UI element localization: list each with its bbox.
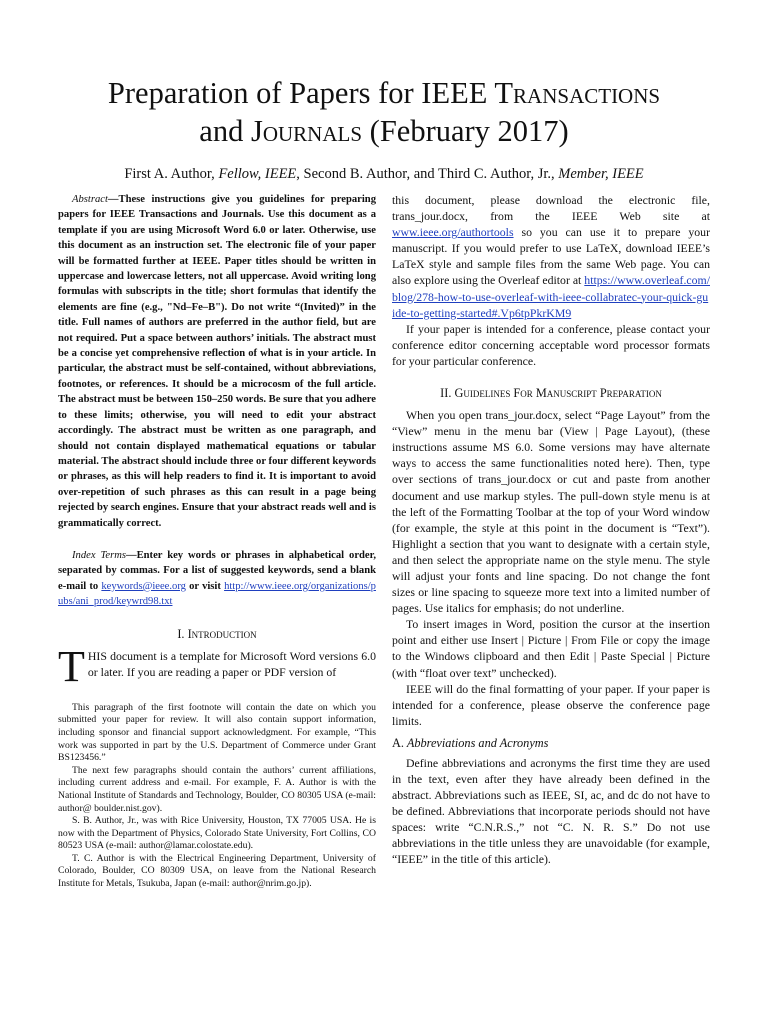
subsection-letter: A. [392, 735, 404, 750]
paragraph-page-layout: When you open trans_jour.docx, select “Page Layout” from the “View” menu in the menu bar (View | Page Layout), (these instructions assume MS 6.0. Some versions may have alternate ways to access the same functionalities noted here). Then, type over sections of trans_jour.docx or cut and paste from another document and use markup styles. The pull-down style menu is at the left of the Formatting Toolbar at the top of your Word window (for example, the style at this point in the document is “Text”). Highlight a section that you want to designate with a certain style, and then select the appropriate name on the style menu. The style will adjust your fonts and line spacing. Do not change the font sizes or line spacing to squeeze more text into a limited number of pages. Use italics for emphasis; do not underline. [392, 408, 710, 616]
author-1: First A. Author, [124, 166, 219, 182]
subsection-title: Abbreviations and Acronyms [403, 735, 549, 750]
index-terms [58, 548, 376, 610]
paragraph-download-text-a: this document, please download the electronic file, trans_jour.docx, from the IEEE Web site at [392, 193, 710, 224]
abstract [58, 192, 376, 531]
footnote-3: S. B. Author, Jr., was with Rice University, Houston, TX 77005 USA. He is now with the Department of Physics, Colorado State University, Fort Collins, CO 80523 USA (e-mail: author@lamar.colostate.edu). [58, 815, 376, 852]
index-terms-text: —Enter key words or phrases in alphabetical order, separated by commas. For a list of suggested keywords, send a blank e-mail to [58, 549, 376, 592]
dropcap-letter: T [58, 641, 85, 691]
footnote-1: This paragraph of the first footnote will contain the date on which you submitted your paper for review. It will also contain support information, including sponsor and financial support acknowledgment. For example, “This work was supported in part by the U.S. Department of Commerce under Grant BS123456.” [58, 701, 376, 764]
footnote-4: T. C. Author is with the Electrical Engineering Department, University of Colorado, Boulder, CO 80309 USA, on leave from the National Research Institute for Metals, Tsukuba, Japan (e-mail: author@nrim.go.jp). [58, 852, 376, 890]
paper-title [40, 74, 728, 150]
section-introduction-heading: I. Introduction [177, 626, 257, 641]
paragraph-conference: If your paper is intended for a conference, please contact your conference editor concerning acceptable word processor formats for your particular conference. [392, 321, 710, 368]
author-3-role: Member, IEEE [558, 166, 644, 182]
intro-text: HIS document is a template for Microsoft Word versions 6.0 or later. If you are reading a paper or PDF version of [87, 648, 376, 679]
section-guidelines-heading: II. Guidelines For Manuscript Preparation [440, 386, 662, 401]
keywords-email-link[interactable]: keywords@ieee.org [101, 580, 186, 592]
title-line2-a: and J [199, 114, 263, 148]
index-terms-lead: Index Terms [72, 549, 126, 561]
right-column [392, 192, 710, 868]
index-terms-or-visit: or visit [185, 580, 225, 592]
paragraph-insert-images: To insert images in Word, position the cursor at the insertion point and either use Insert | Picture | From File or copy the image to the Windows clipboard and then Edit | Paste Special | Picture (with “float over text” unchecked). [392, 617, 710, 680]
title-line1-sc: ransactions [513, 76, 661, 110]
abstract-text: —These instructions give you guidelines for preparing papers for IEEE Transactions and Journals. Use this document as a template if you are using Microsoft Word 6.0 or later. Otherwise, use this document as an instruction set. The electronic file of your paper will be formatted further at IEEE. Paper titles should be written in uppercase and lowercase letters, not all uppercase. Avoid writing long formulas with subscripts in the title; short formulas that identify the elements are fine (e.g., "Nd–Fe–B"). Do not write “(Invited)” in the title. Full names of authors are preferred in the author field, but are not required. Put a space between authors’ initials. The abstract must be a concise yet comprehensive reflection of what is in your article. In particular, the abstract must be self-contained, without abbreviations, footnotes, or references. It should be a microcosm of the full article. The abstract must be between 150–250 words. Be sure that you adhere to these limits; otherwise, you will need to edit your abstract accordingly. The abstract must be written as one paragraph, and should not contain displayed mathematical equations or tabular material. The abstract should include three or four different keywords or phrases, as this will help readers to find it. It is important to avoid over-repetition of such phrases as this can result in a page being rejected by search engines. Ensure that your abstract reads well and is grammatically correct. [58, 194, 376, 529]
paragraph-final-formatting: IEEE will do the final formatting of your paper. If your paper is intended for a conference, please observe the conference page limits. [392, 681, 710, 728]
footnotes [58, 702, 376, 891]
abstract-lead: Abstract [72, 194, 108, 205]
author-2-3: , Second B. Author, and Third C. Author, Jr., [296, 166, 559, 182]
subsection-abbreviations-heading [392, 735, 710, 751]
title-line2-b: (February 2017) [362, 114, 569, 148]
left-column [58, 192, 376, 891]
footnote-2: The next few paragraphs should contain the authors’ current affiliations, including current address and e-mail. For example, F. A. Author is with the National Institute of Standards and Technology, Boulder, CO 80305 USA (e-mail: author@ boulder.nist.gov). [58, 764, 376, 814]
authortools-link[interactable]: www.ieee.org/authortools [392, 225, 514, 240]
paragraph-abbreviations: Define abbreviations and acronyms the first time they are used in the text, even after they have already been defined in the abstract. Abbreviations such as IEEE, SI, ac, and dc do not have to be defined. Abbreviations that incorporate periods should not have spaces: write “C.N.R.S.,” not “C. N. R. S.” Do not use abbreviations in the title unless they are unavoidable (for example, “IEEE” in the title of this article). [392, 755, 710, 867]
paragraph-download [392, 192, 710, 321]
title-line1-a: Preparation of Papers for IEEE T [107, 76, 514, 110]
paragraph-download-text-b: so you can use it to prepare your manuscript. If you would prefer to use LaTeX, download IEEE’s LaTeX style and sample files from the same Web page. You can also explore using the Overleaf editor at [392, 225, 710, 288]
overleaf-link[interactable]: https://www.overleaf.com/blog/278-how-to-use-overleaf-with-ieee-collabratec-your-quick-guide-to-getting-started#.Vp6tpPkrKM9 [392, 273, 710, 320]
title-line2-sc: ournals [262, 114, 363, 148]
keywords-url-link[interactable]: http://www.ieee.org/organizations/pubs/ani_prod/keywrd98.txt [58, 580, 376, 608]
author-1-role: Fellow, IEEE [218, 166, 297, 182]
intro-paragraph [58, 641, 376, 691]
author-line [40, 165, 728, 183]
